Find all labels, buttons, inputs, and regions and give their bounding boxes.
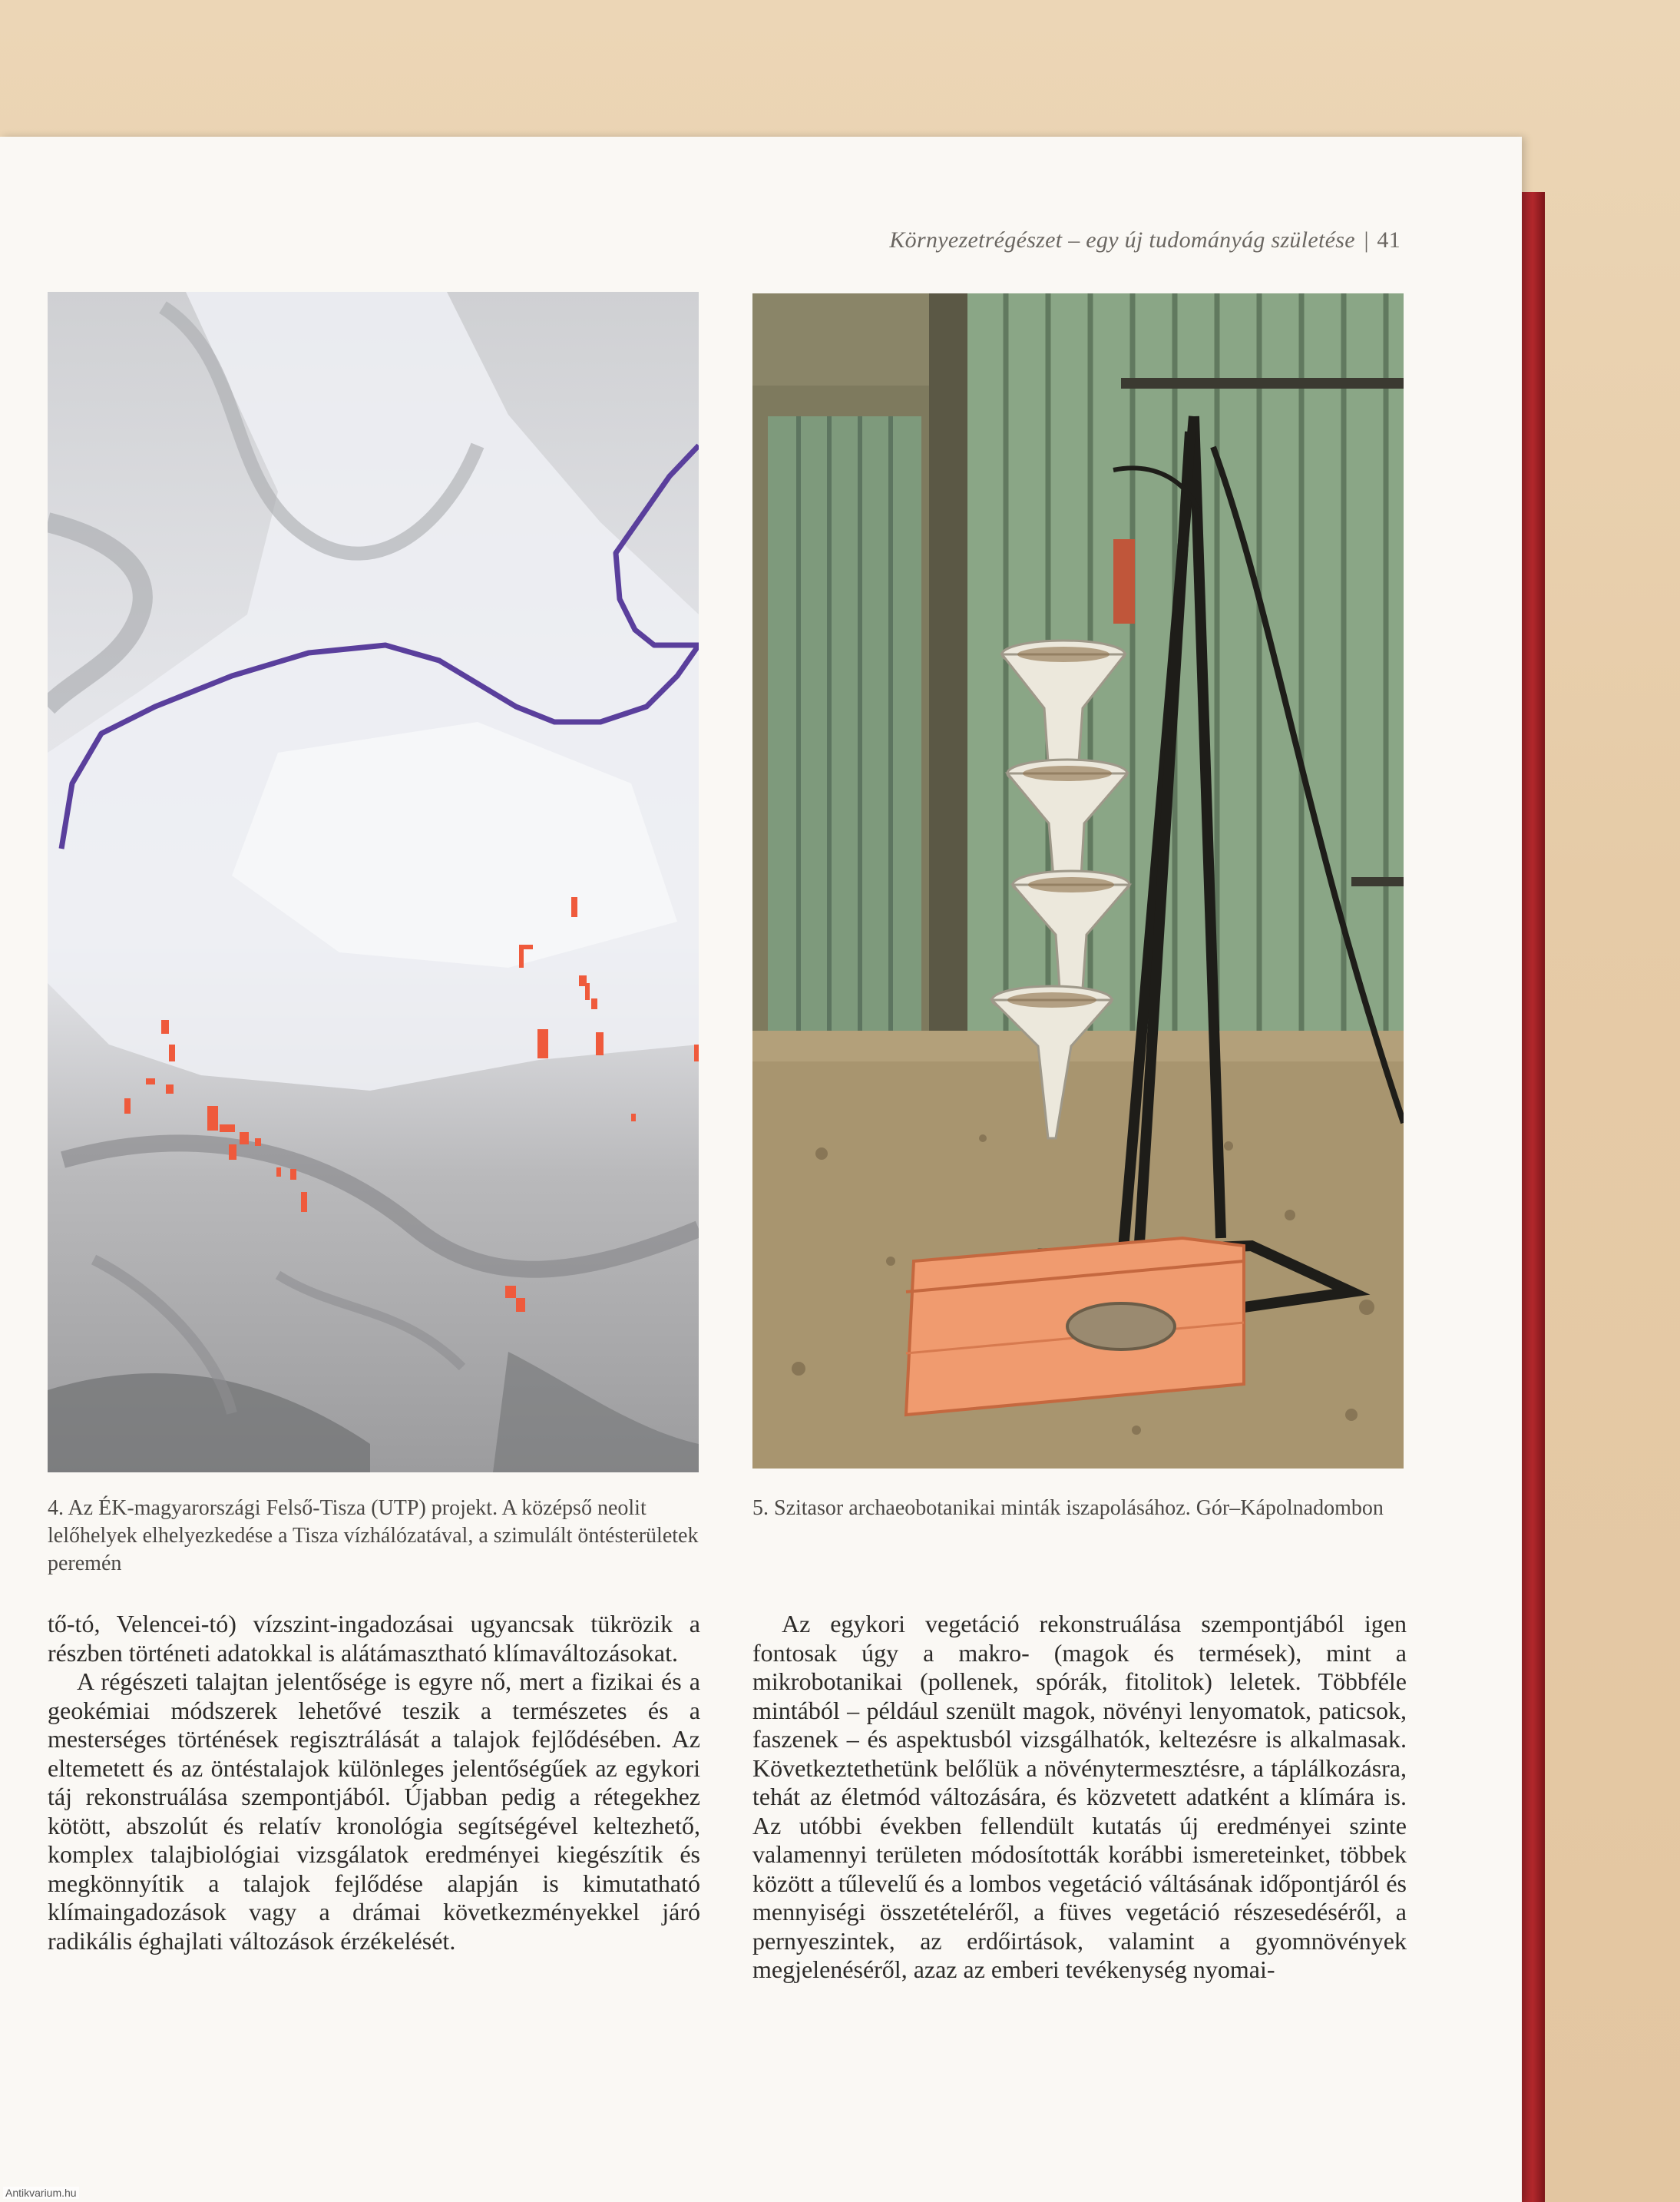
left-paragraph-2: A régészeti talajtan jelentősége is egyre nő, mert a fizikai és a geokémiai módszerek lehetővé teszik a természetes és a mesterséges történések regisztrálását a talajok fejlődésében. Az eltemetett és az öntéstalajok különleges jelentőségűek az egykori táj rekonstruálása szempontjából. Újabban pedig a rétegekhez kötött, abszolút és relatív kronológia segítségével keltezhető, komplex talajbiológiai vizsgálatok eredményei kiegészítik és megkönnyítik a talajok fejlődése alapján is kimutatható klímaingadozások vagy a drámai következményekkel járó radikális éghajlati változások érzékelését. bbox=[48, 1667, 700, 1955]
figure-5-caption: 5. Szitasor archaeobotanikai minták iszapolásához. Gór–Kápolnadombon bbox=[752, 1496, 1384, 1520]
page-number: 41 bbox=[1377, 227, 1401, 253]
map-svg bbox=[48, 292, 699, 1472]
figure-4-caption: 4. Az ÉK-magyarországi Felső-Tisza (UTP) projekt. A középső neolit lelőhelyek elhelyezkedése a Tisza vízhálózatával, a szimulált öntésterületek peremén bbox=[48, 1496, 699, 1575]
left-column bbox=[48, 1610, 700, 1955]
photo-svg bbox=[752, 293, 1404, 1469]
right-column bbox=[752, 1610, 1407, 1985]
photo-image bbox=[752, 293, 1404, 1469]
left-paragraph-1: tő-tó, Velencei-tó) vízszint-ingadozásai ugyancsak tükrözik a részben történeti adatokkal is alátámasztható klímaváltozásokat. bbox=[48, 1610, 700, 1667]
right-paragraph-1: Az egykori vegetáció rekonstruálása szempontjából igen fontosak úgy a makro- (magok és termések), mint a mikrobotanikai (pollenek, spórák, fitolitok) leletek. Többféle mintából – például szenült magok, növényi lenyomatok, paticsok, faszenek – és aspektusból vizsgálhatók, keltezésre is alkalmasak. Következtethetünk belőlük a növénytermesztésre, a táplálkozásra, tehát az életmód változására, és közvetett adatként a klímára is. Az utóbbi években fellendült kutatás új eredményei szinte valamennyi területen módosították korábbi ismereteinket, többek között a tűlevelű és a lombos vegetáció váltásának időpontjáról és mennyiségi összetételéről, a füves vegetáció részesedéséről, a pernyeszintek, az erdőirtások, valamint a gyomnövények megjelenéséről, azaz az emberi tevékenység nyomai- bbox=[752, 1610, 1407, 1983]
running-head bbox=[889, 227, 1401, 253]
running-title: Környezetrégészet – egy új tudományág születése bbox=[889, 227, 1355, 253]
watermark: Antikvarium.hu bbox=[3, 2187, 79, 2199]
map-image bbox=[48, 292, 699, 1472]
book-page bbox=[0, 137, 1522, 2202]
header-separator: | bbox=[1362, 227, 1370, 253]
